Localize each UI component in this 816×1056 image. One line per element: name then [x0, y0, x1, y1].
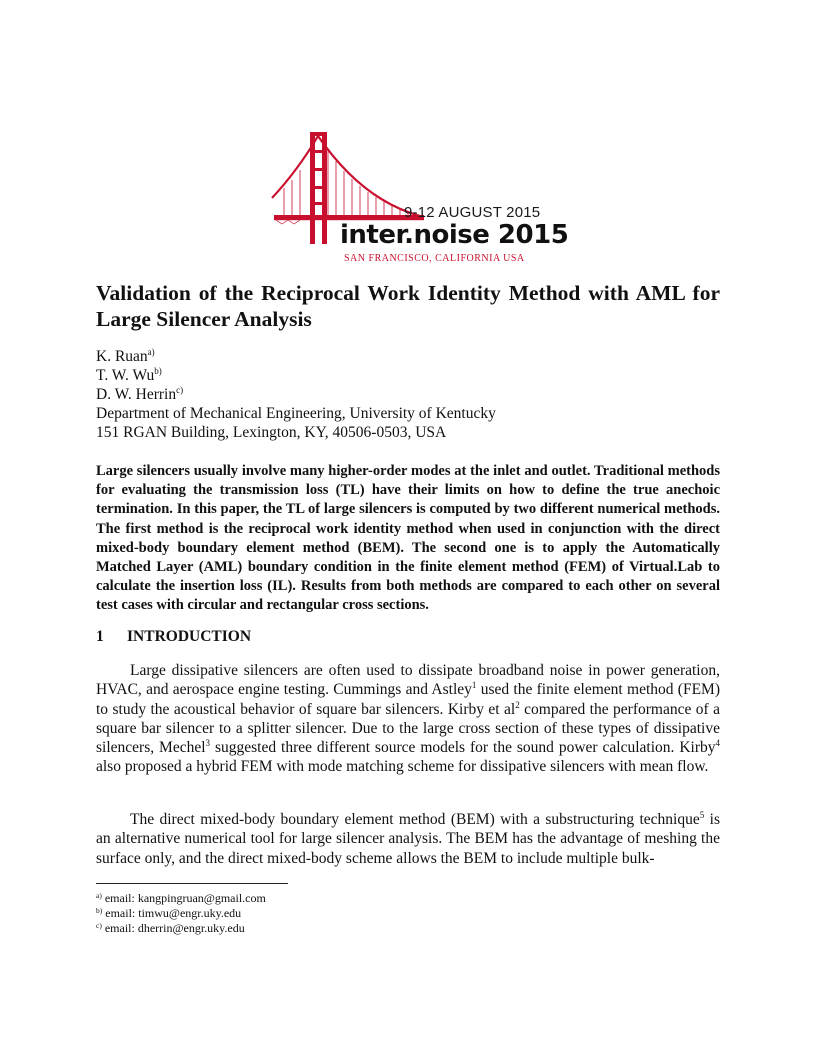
text-run: The direct mixed-body boundary element method (BEM) with a substructuring technique	[130, 811, 700, 828]
text-run: used the finite element method (FEM) to study the acoustical behavior of square bar silencers. Kirby et al	[96, 681, 720, 718]
author-line	[96, 347, 720, 366]
citation-ref: 1	[471, 680, 477, 691]
footnote	[96, 891, 266, 906]
conference-name: inter.noise 2015	[340, 220, 569, 250]
footnote	[96, 921, 266, 936]
affiliation-department: Department of Mechanical Engineering, University of Kentucky	[96, 405, 496, 422]
footnote-divider	[96, 883, 288, 884]
footnote-mark: c)	[96, 921, 102, 930]
conference-location: SAN FRANCISCO, CALIFORNIA USA	[344, 253, 525, 264]
footnote-mark: b)	[96, 906, 103, 915]
author-line	[96, 366, 720, 385]
text-run: Large dissipative silencers are often used to dissipate broadband noise in power generation, HVAC, and aerospace engine testing. Cummings and Astley	[96, 662, 720, 699]
footnote	[96, 906, 266, 921]
section-number: 1	[96, 628, 104, 645]
text-run: is an alternative numerical tool for large silencer analysis. The BEM has the advantage of meshing the surface only, and the direct mixed-body scheme allows the BEM to include multiple bulk-	[96, 811, 720, 867]
intro-paragraph-2	[96, 810, 720, 868]
footnotes	[96, 891, 266, 936]
author-footnote-mark: b)	[154, 366, 162, 376]
footnote-email: email: timwu@engr.uky.edu	[102, 906, 242, 920]
footnote-mark: a)	[96, 891, 102, 900]
citation-ref: 2	[515, 699, 520, 710]
text-run: also proposed a hybrid FEM with mode matching scheme for dissipative silencers with mean flow.	[96, 758, 709, 776]
author-line	[96, 385, 720, 404]
section-title: INTRODUCTION	[127, 628, 252, 645]
author-footnote-mark: c)	[176, 385, 184, 395]
text-run: suggested three different source models for the sound power calculation. Kirby	[210, 739, 716, 757]
conference-logo	[270, 120, 569, 270]
citation-ref: 4	[715, 738, 720, 749]
author-name: D. W. Herrin	[96, 386, 177, 403]
section-heading	[96, 628, 251, 646]
citation-ref: 3	[205, 738, 211, 749]
author-footnote-mark: a)	[147, 347, 155, 357]
author-name: T. W. Wu	[96, 367, 155, 384]
citation-ref: 5	[699, 810, 705, 820]
abstract: Large silencers usually involve many higher-order modes at the inlet and outlet. Traditional methods for evaluating the transmission loss (TL) have their limits on how to define the true anechoic termination. In this paper, the TL of large silencers is computed by two different numerical methods. The first method is the reciprocal work identity method when used in conjunction with the direct mixed-body boundary element method (BEM). The second one is to apply the Automatically Matched Layer (AML) boundary condition in the finite element method (FEM) of Virtual.Lab to calculate the insertion loss (IL). Results from both methods are compared to each other on several test cases with circular and rectangular cross sections.	[96, 463, 720, 614]
author-name: K. Ruan	[96, 348, 148, 365]
footnote-email: email: kangpingruan@gmail.com	[101, 891, 266, 905]
author-block	[96, 347, 720, 442]
affiliation-address: 151 RGAN Building, Lexington, KY, 40506-0503, USA	[96, 424, 447, 441]
footnote-email: email: dherrin@engr.uky.edu	[101, 921, 245, 935]
conference-date: 9-12 AUGUST 2015	[404, 204, 541, 221]
paper-title: Validation of the Reciprocal Work Identity Method with AML for Large Silencer Analysis	[96, 281, 720, 331]
text-run: compared the performance of a square bar silencer to a splitter silencer. Due to the large cross section of these types of dissipative silencers, Mechel	[96, 700, 720, 757]
intro-paragraph-1	[96, 661, 720, 777]
